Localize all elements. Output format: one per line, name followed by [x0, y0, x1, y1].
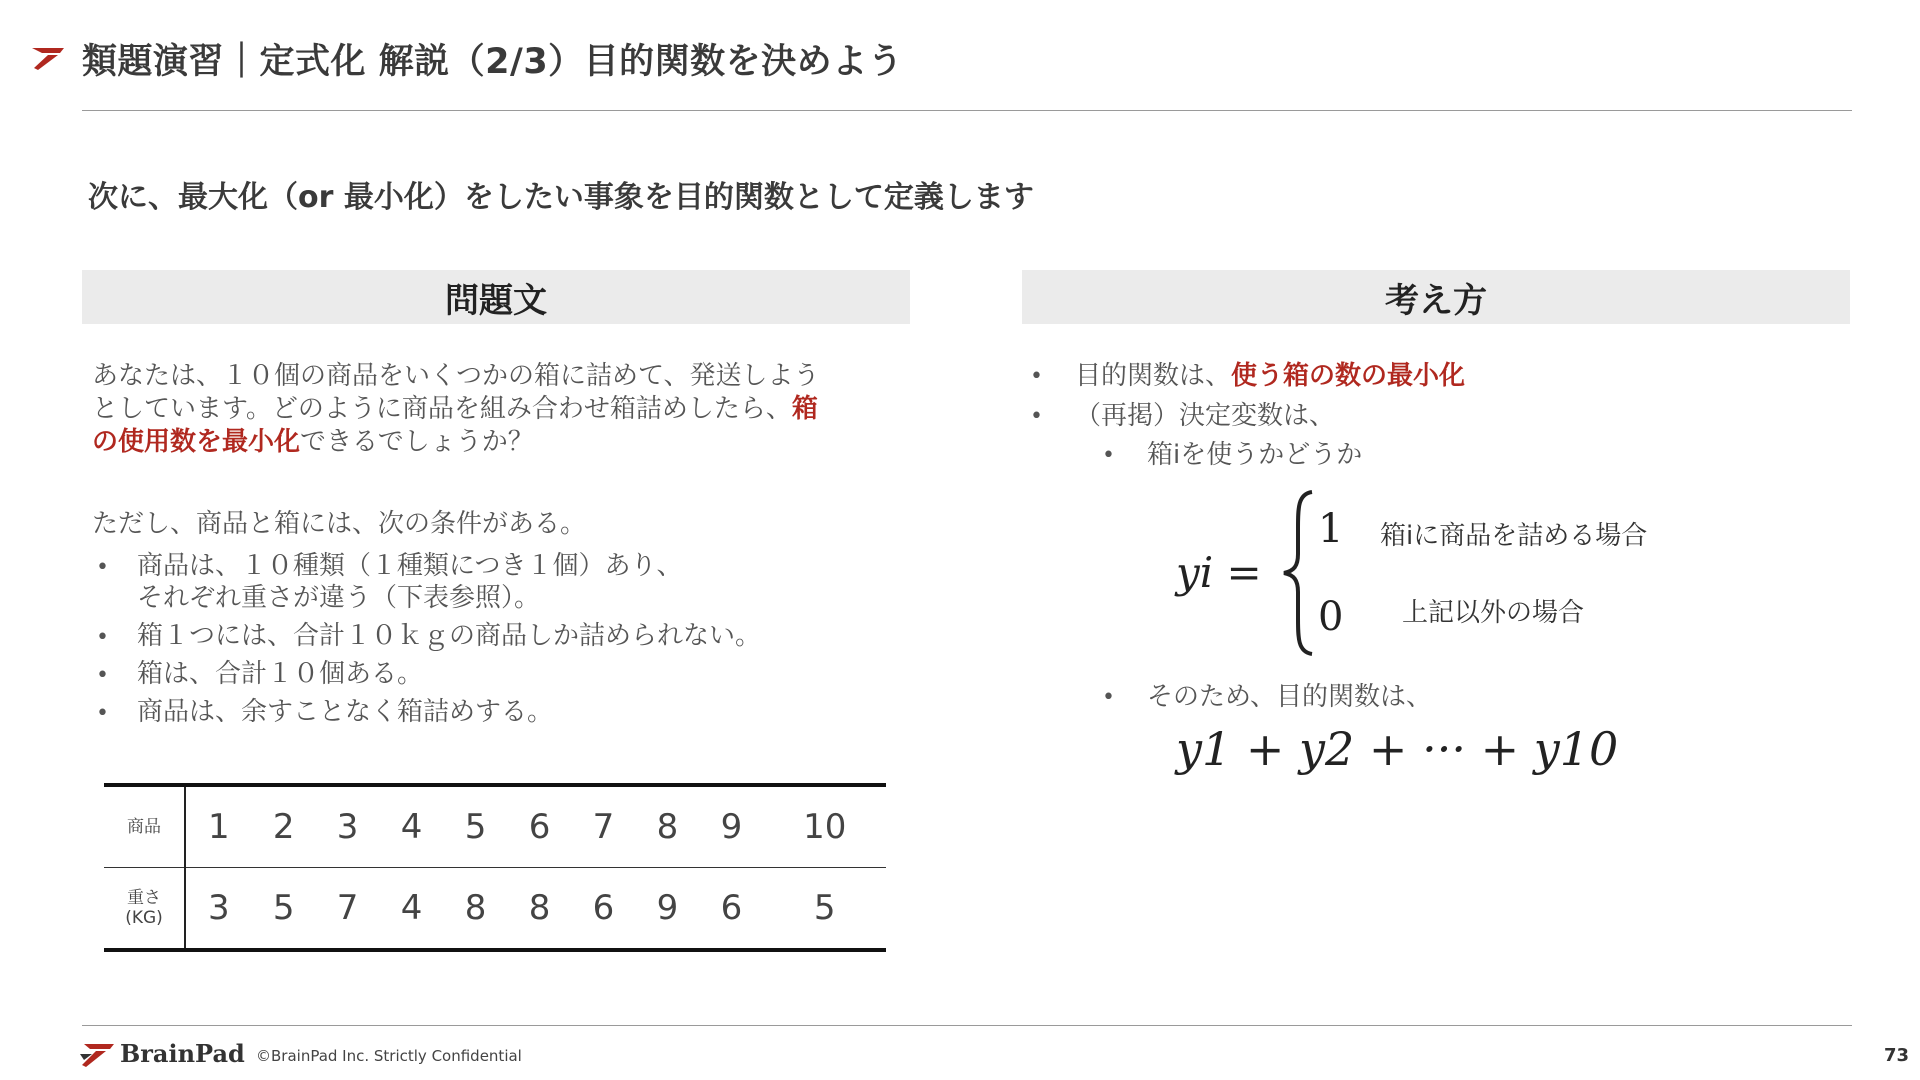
equation-lhs: yi =	[1176, 548, 1262, 597]
condition-text: 箱１つには、合計１０ｋｇの商品しか詰められない。	[137, 621, 762, 651]
emphasis-minimize: の使用数を最小化	[92, 427, 301, 457]
table-cell: 7	[316, 868, 380, 951]
table-cell: 3	[185, 868, 252, 951]
page-number: 73	[1884, 1045, 1910, 1066]
table-cell: 4	[380, 785, 444, 868]
page-title: 類題演習｜定式化 解説（2/3）目的関数を決めよう	[82, 42, 904, 82]
lead-text: 次に、最大化（or 最小化）をしたい事象を目的関数として定義します	[88, 180, 1034, 215]
table-cell: 6	[699, 868, 763, 951]
table-cell: 7	[572, 785, 636, 868]
bullet-dot: •	[1102, 685, 1115, 710]
table-cell: 8	[444, 868, 508, 951]
table-cell: 8	[635, 785, 699, 868]
case2-text: 上記以外の場合	[1402, 598, 1585, 628]
brace-icon	[1280, 488, 1316, 662]
condition-text-cont: それぞれ重さが違う（下表参照）。	[137, 583, 541, 613]
case1-value: 1	[1318, 506, 1344, 552]
approach-bullet-2: （再掲）決定変数は、	[1075, 401, 1336, 431]
table-cell: 3	[316, 785, 380, 868]
brainpad-logo	[80, 1040, 116, 1072]
table-cell: 10	[763, 785, 886, 868]
table-cell: 5	[763, 868, 886, 951]
table-cell: 5	[252, 868, 316, 951]
approach-bullet-4: そのため、目的関数は、	[1147, 682, 1432, 712]
table-row	[104, 868, 886, 951]
table-row	[104, 785, 886, 868]
emphasis-box: 箱	[791, 394, 818, 424]
objective-expression: y1 + y2 + ··· + y10	[1176, 722, 1619, 776]
case2-value: 0	[1318, 594, 1344, 640]
condition-item	[92, 658, 892, 690]
bullet-dot: •	[1030, 404, 1043, 429]
row-label-item: 商品	[104, 785, 185, 868]
table-cell: 5	[444, 785, 508, 868]
copyright-text: ©BrainPad Inc. Strictly Confidential	[256, 1047, 522, 1065]
problem-line-1: あなたは、１０個の商品をいくつかの箱に詰めて、発送しよう	[92, 361, 820, 391]
table-cell: 8	[508, 868, 572, 951]
problem-line-3-text: できるでしょうか？	[300, 427, 534, 457]
problem-line-3	[92, 426, 912, 459]
table-cell: 9	[699, 785, 763, 868]
conditions-intro: ただし、商品と箱には、次の条件がある。	[92, 509, 587, 539]
header-divider	[82, 110, 1852, 111]
approach-subbullet: 箱iを使うかどうか	[1147, 440, 1363, 470]
row-label-weight-b: (KG)	[125, 908, 163, 928]
emphasis-objective: 使う箱の数の最小化	[1231, 361, 1466, 391]
problem-paragraph	[92, 360, 912, 459]
table-cell: 1	[185, 785, 252, 868]
bullet-dot: •	[1030, 364, 1043, 389]
conditions-list	[92, 550, 892, 728]
row-label-weight-a: 重さ	[127, 888, 161, 908]
brand-name: BrainPad	[120, 1039, 245, 1068]
table-cell: 4	[380, 868, 444, 951]
condition-text: 箱は、合計１０個ある。	[137, 659, 424, 689]
footer-divider	[82, 1025, 1852, 1026]
brand-arrow-icon	[32, 46, 66, 74]
approach-bullet-1	[1075, 360, 1465, 393]
table-cell: 6	[572, 868, 636, 951]
table-cell: 2	[252, 785, 316, 868]
bullet-dot: •	[1102, 443, 1115, 468]
condition-text: 商品は、余すことなく箱詰めする。	[137, 697, 554, 727]
condition-item	[92, 696, 892, 728]
weights-table	[104, 783, 886, 952]
problem-line-2-text: としています。どのように商品を組み合わせ箱詰めしたら、	[92, 394, 792, 424]
condition-item	[92, 550, 892, 614]
table-cell: 6	[508, 785, 572, 868]
row-label-weight	[104, 868, 185, 951]
case1-text: 箱iに商品を詰める場合	[1380, 521, 1648, 551]
condition-item	[92, 620, 892, 652]
approach-bullet-1-text: 目的関数は、	[1075, 361, 1232, 391]
table-cell: 9	[635, 868, 699, 951]
problem-line-2	[92, 393, 912, 426]
problem-heading: 問題文	[82, 270, 910, 324]
approach-heading: 考え方	[1022, 270, 1850, 324]
condition-text: 商品は、１０種類（１種類につき１個）あり、	[137, 551, 683, 581]
